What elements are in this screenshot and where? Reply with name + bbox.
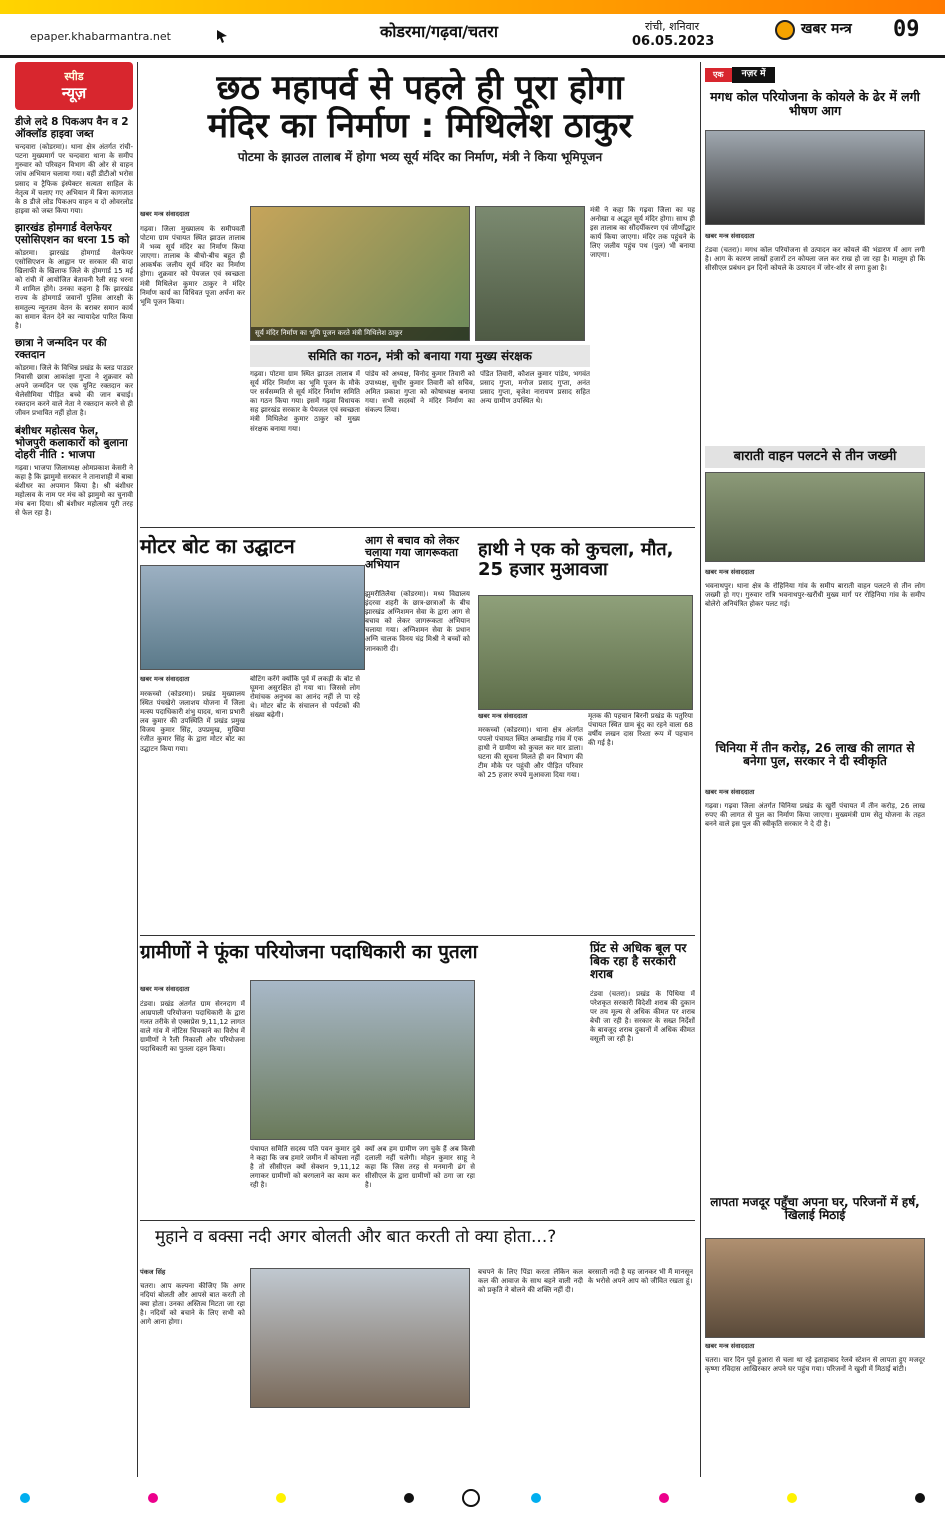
black-mark (915, 1493, 925, 1503)
labourer-byline: खबर मन्त्र संवाददाता (705, 1342, 755, 1350)
speed-news-badge (15, 62, 133, 110)
left-headline-1: डीजे लदे 8 पिकअप वैन व 2 ऑक्लॉड हाइवा जब्त (15, 116, 129, 141)
fire-headline: आग से बचाव को लेकर चलाया गया जागरूकता अभियान (365, 534, 460, 572)
yellow-mark (787, 1493, 797, 1503)
lead-story-headline (140, 70, 700, 165)
river-photo (250, 1268, 470, 1408)
elephant-headline: हाथी ने एक को कुचला, मौत, 25 हजार मुआवजा (478, 539, 674, 580)
barati-body: भवनाथपुर। थाना क्षेत्र के रोहिनिया गांव के समीप बाराती वाहन पलटने से तीन लोग जख्मी हो गए। गुरुवार रात्रि भवनाथपुर-खरौंधी मुख्य मार्ग पर रोहिनिया गांव के समीप बोलेरो अनियंत्रित होकर पलट गई। (705, 582, 925, 609)
ek-nazar-red: एक (705, 68, 732, 82)
headline-line-2: मंदिर का निर्माण : मिथिलेश ठाकुर (207, 106, 633, 147)
brand-name: खबर मन्त्र (801, 21, 852, 38)
effigy-body-3: क्यों अब हम ग्रामीण जग चुके हैं अब किसी दलाली नहीं चलेगी। मोहन कुमार साहू ने कहा कि जिस तरह से मनमानी ढंग से सीसीएल के द्वारा ग्रामीणों को ठगा जा रहा है। (365, 1145, 475, 1190)
magenta-mark (148, 1493, 158, 1503)
committee-banner: समिति का गठन, मंत्री को बनाया गया मुख्य संरक्षक (250, 345, 590, 367)
left-text-4: गढ़वा। भाजपा जिलाध्यक्ष ओमप्रकाश केसरी ने कहा है कि झामुमो सरकार ने तानाशाही में बाबा बंशीधर का अपमान किया है। श्री बंशीधर महोत्सव के नाम पर मंच को झामुमो का चुनावी मंच बना दिया। श्री बंशीधर महोत्सव पूरी तरह से फेल रहा है। (15, 463, 133, 518)
river-body-3: बरसाती नदी है यह जानकर भी मैं मानसून के भरोसे अपने आप को जीवित रखता हूं। (588, 1268, 693, 1286)
motor-boat-headline: मोटर बोट का उद्घाटन (140, 534, 295, 558)
site-url[interactable]: epaper.khabarmantra.net (30, 30, 171, 43)
black-mark (404, 1493, 414, 1503)
river-body: चतरा। आप कल्पना कीजिए कि अगर नदियां बोलती और आपसे बात करती तो क्या होता। उनका अस्तित्व मिटता जा रहा है। नदियों को बचाने के लिए सभी को आगे आना होगा। (140, 1282, 245, 1327)
labourer-headline: लापता मजदूर पहुँचा अपना घर, परिजनों में हर्ष, खिलाई मिठाई (710, 1195, 920, 1223)
fire-body: झुमरीतिलैया (कोडरमा)। मध्य विद्यालय इंदरवा शहरी के छात्र-छात्राओं के बीच झारखंड अग्निशमन सेवा के द्वारा आग से बचाव को लेकर जागरूकता अभियान चलाया गया। अग्निशमन सेवा के प्रधान अग्नि चालक विनय चंद्र मिश्री ने बच्चों को जानकारी दी। (365, 590, 470, 653)
section-divider (140, 1220, 695, 1221)
left-text-1: चन्दवारा (कोडरमा)। थाना क्षेत्र अंतर्गत रांची-पटना मुख्यमार्ग पर चन्दवारा थाना के समीप गुरुवार को परिवहन विभाग की ओर से वाहन जांच अभियान चलाया गया। वहीं डीटीओ भरोस प्रसाद व ट्रैफिक इंस्पेक्टर सत्यता साहिल के नेतृत्व में चलाए गए अभियान में बिना कागजात के 8 डीजे लोड पिकअप वाहन व दो ओवरलोड हाइवा को जब्त किया गया। (15, 143, 133, 215)
motor-boat-photo (140, 565, 365, 670)
elephant-byline: खबर मन्त्र संवाददाता (478, 712, 528, 720)
ek-nazar-tag (705, 66, 925, 84)
temple-site-photo (475, 206, 585, 341)
lead-body-3: गढ़वा। पोटमा ग्राम स्थित झाउल तालाब में सूर्य मंदिर निर्माण का भूमि पूजन के मौके पर सर्वसम्मति से सूर्य मंदिर निर्माण समिति का गठन किया गया। इसमें गढ़वा विधायक सह झारखंड सरकार के पेयजल एवं स्वच्छता मंत्री मिथिलेश कुमार ठाकुर को मुख्य संरक्षक बनाया गया। (250, 370, 360, 433)
lead-body-5: पंडित तिवारी, कौशल कुमार पांडेय, भगवंत प्रसाद गुप्ता, मनोज प्रसाद गुप्ता, अनंत प्रसाद गुप्ता, बृजेश नारायण प्रसाद सहित अन्य ग्रामीण उपस्थित थे। (480, 370, 590, 406)
barati-byline: खबर मन्त्र संवाददाता (705, 568, 755, 576)
section-title: कोडरमा/गढ़वा/चतरा (380, 22, 498, 41)
left-headline-3: छात्रा ने जन्मदिन पर की रक्तदान (15, 336, 107, 361)
masthead-bar (0, 0, 945, 58)
motor-body: मरकच्चो (कोडरमा)। प्रखंड मुख्यालय स्थित पंचखेरो जलाशय योजना में जिला मत्स्य पदाधिकारी शंभु यादव, थाना प्रभारी लव कुमार की उपस्थिति में प्रखंड प्रमुख विजय कुमार सिंह, उपप्रमुख, मुखिया रंजीत कुमार सिंह के द्वारा मोटर बोट का उद्घाटन किया गया। (140, 690, 245, 753)
fire-coal-headline: मगध कोल परियोजना के कोयले के ढेर में लगी भीषण आग (710, 89, 920, 118)
left-headline-2: झारखंड होमगार्ड वेलफेयर एसोसिएशन का धरना 15 को (15, 221, 130, 246)
coal-fire-photo (705, 130, 925, 225)
elephant-body-2: मृतक की पहचान बिरनी प्रखंड के पतुरिया पंचायत स्थित ग्राम बूंद का रहने वाला 68 वर्षीय लखन दास रिश्ता रूप में पहचान की गई है। (588, 712, 693, 748)
cyan-mark (20, 1493, 30, 1503)
brand (775, 20, 852, 40)
effigy-byline: खबर मन्त्र संवाददाता (140, 985, 190, 993)
lead-subhead: पोटमा के झाउल तालाब में होगा भव्य सूर्य मंदिर का निर्माण, मंत्री ने किया भूमिपूजन (237, 150, 603, 165)
bridge-byline: खबर मन्त्र संवाददाता (705, 788, 755, 796)
liquor-headline: प्रिंट से अधिक बूल पर बिक रहा है सरकारी शराब (590, 941, 687, 982)
river-byline: पंकज सिंह (140, 1268, 166, 1276)
badge-top: स्पीड (64, 70, 84, 83)
motor-byline: खबर मन्त्र संवाददाता (140, 675, 190, 683)
crosshair-icon (462, 1489, 480, 1507)
effigy-headline: ग्रामीणों ने फूंका परियोजना पदाधिकारी का पुतला (140, 941, 478, 963)
magenta-mark (659, 1493, 669, 1503)
bridge-body: गढ़वा। गढ़वा जिला अंतर्गत चिनिया प्रखंड के खुर्री पंचायत में तीन करोड़, 26 लाख रुपए की लागत से पुल का निर्माण किया जाएगा। मुख्यमंत्री ग्राम सेतु योजना के तहत बनने वाले इस पुल की स्वीकृति सरकार ने दे दी है। (705, 802, 925, 829)
lead-photo (250, 206, 470, 341)
column-divider (700, 62, 701, 1477)
left-text-3: कोडरमा। जिले के विभिन्न प्रखंड के ब्लड पाउडर निवासी छात्रा आकांक्षा गुप्ता ने शुक्रवार को अपने जन्मदिन पर एक यूनिट रक्तदान कर थैलेसीमिया पीड़ित बच्चे की जान बचाई। रक्तदान करने वाले नेता ने रक्तदान करने से ही जीवन प्रभावित नहीं होता है। (15, 363, 133, 418)
labourer-photo (705, 1238, 925, 1338)
coal-byline: खबर मन्त्र संवाददाता (705, 232, 755, 240)
pointer-icon (215, 28, 231, 44)
edition-date: 06.05.2023 (632, 34, 715, 49)
lead-body-4: पांडेय को अध्यक्ष, विनोद कुमार तिवारी को उपाध्यक्ष, सुधीर कुमार तिवारी को सचिव, अमित प्रकाश गुप्ता को कोषाध्यक्ष बनाया गया। सभी सदस्यों ने मंदिर निर्माण का संकल्प लिया। (365, 370, 475, 415)
effigy-body-2: पंचायत समिति सदस्य पति पवन कुमार दुबे ने कहा कि जब हमारे जमीन में कोयला नहीं है तो सीसीएल क्यों सेक्शन 9,11,12 लगाकर ग्रामीणों को बरगलाने का काम कर रही है। (250, 1145, 360, 1190)
effigy-photo (250, 980, 475, 1140)
labourer-body: चतरा। चार दिन पूर्व हुआरा से चला था रहे इताहाबाद रेलवे स्टेशन से लापता हुए मजदूर कृष्णा रविदास आखिरकार अपने घर पहुंच गया। परिजनों ने खुशी में मिठाई बांटी। (705, 1356, 925, 1374)
section-divider (140, 935, 695, 936)
lead-body-1: गढ़वा। जिला मुख्यालय के समीपवर्ती पोटमा ग्राम पंचायत स्थित झाउल तालाब में भव्य सूर्य मंदिर का निर्माण किया जाएगा। तालाब के बीचो-बीच बहुत ही आकर्षक जलीय सूर्य मंदिर का निर्माण होगा। शुक्रवार को पेयजल एवं स्वच्छता मंत्री मिथिलेश कुमार ठाकुर ने मंदिर निर्माण कार्य का विधिवत पूजा अर्चना कर भूमि पूजन किया। (140, 225, 245, 306)
elephant-body: मरकच्चो (कोडरमा)। थाना क्षेत्र अंतर्गत पपलो पंचायत स्थित अम्बाडीह गांव में एक हाथी ने ग्रामीण को कुचल कर मार डाला। घटना की सूचना मिलते ही वन विभाग की टीम मौके पर पहुंची और पीड़ित परिवार को 25 हजार रुपये मुआवजा दिया गया। (478, 726, 583, 780)
effigy-body: टंडवा। प्रखंड अंतर्गत ग्राम सेरनदाग में आम्रपाली परियोजना पदाधिकारी के द्वारा गलत तरीके से एक्सप्रेस 9,11,12 लागत वाले गांव में नोटिस चिपकाने का विरोध में ग्रामीणों ने रैली निकाली और परियोजना पदाधिकारी का पुतला दहन किया। (140, 1000, 245, 1054)
elephant-photo (478, 595, 693, 710)
lead-byline: खबर मन्त्र संवाददाता (140, 210, 190, 218)
brand-logo-icon (775, 20, 795, 40)
edition-place: रांची, शनिवार (645, 20, 700, 33)
yellow-mark (276, 1493, 286, 1503)
liquor-body: टंडवा (चतरा)। प्रखंड के पिथिया में परेशकृत सरकारी विदेशी शराब की दुकान पर तय मूल्य से अधिक कीमत पर शराब बेची जा रही है। सरकार के सख्त निर्देशों के बावजूद शराब दुकानों में अधिक कीमत वसूली जा रही है। (590, 990, 695, 1044)
motor-body-2: बोटिंग करेंगे क्योंकि पूर्व में लकड़ी के बोट से घूमना असुरक्षित हो गया था। जिससे लोग रोमांचक अनुभव का आनंद नहीं ले पा रहे थे। मोटर बोट के संचालन से पर्यटकों की संख्या बढ़ेगी। (250, 675, 360, 720)
page-number: 09 (893, 17, 920, 42)
ek-nazar-label: नज़र में (732, 67, 776, 82)
left-headline-4: बंशीधर महोत्सव फेल, भोजपुरी कलाकारों को बुलाना दोहरी नीति : भाजपा (15, 424, 128, 461)
speed-news-column (15, 62, 133, 1482)
section-divider (140, 527, 695, 528)
lead-photo-caption: सूर्य मंदिर निर्माण का भूमि पूजन करते मंत्री मिथिलेश ठाकुर (251, 327, 469, 340)
lead-body-2: मंत्री ने कहा कि गढ़वा जिला का यह अनोखा व अद्भुत सूर्य मंदिर होगा। साथ ही इस तालाब का सौंदर्यीकरण एवं जीर्णोद्धार कार्य किया जाएगा। मंदिर तक पहुंचने के लिए जलीय पहुंच पथ (पुल) भी बनाया जाएगा। (590, 206, 695, 260)
river-body-2: बचपने के लिए पिंडा करता लेकिन कल कल की आवाज के साथ बहने वाली नदी को प्रकृति ने बोलने की शक्ति नहीं दी। (478, 1268, 583, 1295)
column-divider (137, 62, 138, 1477)
river-headline: मुहाने व बक्सा नदी अगर बोलती और बात करती तो क्या होता...? (155, 1227, 557, 1247)
badge-main: न्यूज़ (61, 83, 87, 102)
barati-headline: बाराती वाहन पलटने से तीन जख्मी (705, 446, 925, 468)
barati-photo (705, 472, 925, 562)
headline-line-1: छठ महापर्व से पहले ही पूरा होगा (216, 68, 624, 108)
bridge-headline: चिनिया में तीन करोड़, 26 लाख की लागत से बनेगा पुल, सरकार ने दी स्वीकृति (715, 741, 915, 769)
left-text-2: कोडरमा। झारखंड होमगार्ड वेलफेयर एसोसिएशन के आह्वान पर सरकार की वादा खिलाफी के खिलाफ जिले के होमगार्ड 15 मई को रांची में आयोजित बेतावनी रैली सह धरना में शामिल होंगे। उनका कहना है कि झारखंड राज्य के होमगार्ड जवानों पुलिस आरक्षी के समतुल्य न्यूनतम वेतन के बराबर समान कार्य का समान वेतन देने का न्यायादेश पारित किया है। (15, 249, 133, 330)
cyan-mark (531, 1493, 541, 1503)
color-strip (0, 0, 945, 14)
coal-body: टंडवा (चतरा)। मगध कोल परियोजना से उत्पादन कर कोयले की भंडारण में आग लगी है। आग के कारण लाखों हजारों टन कोयला जल कर राख हो जा रहा है। मालूम हो कि सीसीएल प्रबंधन इन दिनों कोयले के उत्पादन में जोर-शोर से लगा हुआ है। (705, 246, 925, 273)
